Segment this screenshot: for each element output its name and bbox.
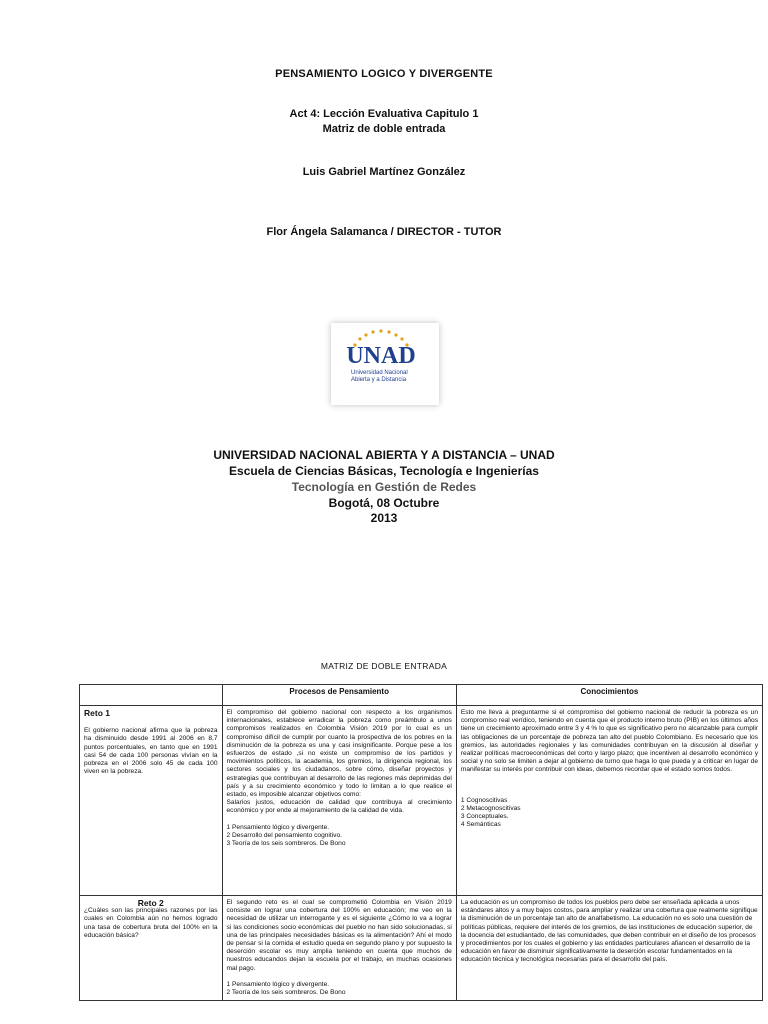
reto-question: El gobierno nacional afirma que la pobreza ha disminuido desde 1991 al 2006 en 8,7 puntos porcentuales, en tanto que en 1991 casi 54 de cada 100 personas vivían en la pobreza en el 2006 solo 45 de cada 100 viven en la pobreza. bbox=[84, 727, 218, 776]
place-date: Bogotá, 08 Octubre bbox=[328, 496, 440, 510]
conocimientos-cell bbox=[456, 706, 762, 896]
unad-logo-graphic bbox=[331, 323, 439, 405]
tutor-name: Flor Ángela Salamanca / DIRECTOR - TUTOR bbox=[266, 226, 502, 238]
header-conocimientos: Conocimientos bbox=[456, 685, 762, 706]
procesos-cell bbox=[222, 896, 456, 1001]
list-item: 1 Pensamiento lógico y divergente. bbox=[226, 823, 330, 831]
procesos-list bbox=[227, 981, 452, 997]
year: 2013 bbox=[370, 511, 398, 525]
procesos-text: El compromiso del gobierno nacional con respecto a los organismos internacionales, establece erradicar la pobreza como preámbulo a unos compromisos realizados en Colombia Visión 2019 por lo cual es un compromiso difícil de cumplir por cuanto la prospectiva de los pobres en la disminución de la pobreza es una y casi insignificante. Porque pese a los esfuerzos de estado ,si no existe un compromiso de los partidos y movimientos políticos, la academia, los gremios, la dirigencia regional, los sectores sociales y los ciudadanos, sobre cómo, diseñar proyectos y estrategias que contribuyan al desarrollo de las regiones más deprimidas del país y a su crecimiento económico y todo lo limitan a lo que realice el estado, es imposible alcanzar objetivos como: bbox=[226, 709, 452, 799]
matrix-title: MATRIZ DE DOBLE ENTRADA bbox=[320, 661, 448, 671]
procesos-text: El segundo reto es el cual se comprometió Colombia en Visión 2019 consiste en lograr una cobertura del 100% en educación; me veo en la necesidad de utilizar un interrogante y es el siguiente ¿Cómo lo va a lograr si las condiciones socio económicas del pueblo no han sido solucionadas, si una de las principales necesidades básicas es la alimentación? Ahí el modo de pensar si la comida el estudio queda en segundo plano y por supuesto la deserción escolar es muy amplia teniendo en cuenta que muchos de nuestros educandos dejan la escuela por el trabajo, en muchas ocasiones mal pago. bbox=[226, 899, 452, 972]
matrix-header-row bbox=[80, 685, 763, 706]
reto-cell bbox=[80, 896, 223, 1001]
list-item: 4 Semánticas bbox=[460, 821, 501, 829]
conocimientos-list bbox=[461, 797, 758, 830]
list-item: 1 Pensamiento lógico y divergente. bbox=[226, 980, 330, 988]
list-item: 1 Cognoscitivas bbox=[460, 796, 508, 804]
student-name: Luis Gabriel Martínez González bbox=[302, 166, 466, 178]
conocimientos-text: Esto me lleva a preguntarme si el compromiso del gobierno nacional de reducir la pobreza es un compromiso real verídico, teniendo en cuenta que el producto interno bruto (PIB) en los últimos años tiene un crecimiento aproximado entre 3 y 4 % lo que es significativo pero no alcanzable para cumplir las obligaciones de un porcentaje de pobreza tan alto del pueblo Colombiano. Es necesario que los gremios, las autoridades regionales y las comunidades contribuyan en la discusión al diseñar y realizar políticas macroeconómicas del corto y largo plazo; que incentiven al desarrollo económico y social y no solo se limiten a dejar al gobierno de turno que haga lo que pueda y a criticar en lugar de manifestar su interés por contribuir con ideas, debemos recordar que el estado somos todos. bbox=[460, 709, 758, 774]
procesos-text-extra: Salarios justos, educación de calidad que contribuya al crecimiento económico y por ende al mejoramiento de la calidad de vida. bbox=[226, 799, 452, 815]
procesos-cell bbox=[222, 706, 456, 896]
activity-subtitle: Matriz de doble entrada bbox=[322, 123, 446, 135]
list-item: 3 Conceptuales. bbox=[460, 813, 509, 821]
reto-title: Reto 2 bbox=[137, 898, 164, 908]
table-row bbox=[80, 706, 763, 896]
procesos-list bbox=[227, 824, 452, 849]
reto-title: Reto 1 bbox=[84, 708, 110, 718]
logo-wordmark: UNAD bbox=[346, 343, 416, 369]
institution-name: UNIVERSIDAD NACIONAL ABIERTA Y A DISTANCIA – UNAD bbox=[213, 448, 555, 462]
list-item: 2 Teoría de los seis sombreros. De Bono bbox=[226, 989, 346, 997]
conocimientos-cell bbox=[456, 896, 762, 1001]
unad-logo bbox=[331, 323, 439, 405]
activity-title: Act 4: Lección Evaluativa Capitulo 1 bbox=[289, 108, 479, 120]
header-procesos: Procesos de Pensamiento bbox=[222, 685, 456, 706]
double-entry-matrix bbox=[79, 684, 763, 1001]
reto-question: ¿Cuáles son las principales razones por las cuales en Colombia aún no hemos logrado una tasa de cobertura bruta del 100% en la educación básica? bbox=[84, 907, 218, 939]
table-row bbox=[80, 896, 763, 1001]
list-item: 2 Desarrollo del pensamiento cognitivo. bbox=[226, 831, 342, 839]
school-name: Escuela de Ciencias Básicas, Tecnología e Ingenierías bbox=[229, 464, 539, 478]
logo-line2: Abierta y a Distancia bbox=[351, 377, 407, 383]
course-title: PENSAMIENTO LOGICO Y DIVERGENTE bbox=[275, 68, 493, 80]
reto-cell bbox=[80, 706, 223, 896]
logo-line1: Universidad Nacional bbox=[351, 370, 408, 376]
list-item: 2 Metacognoscitivas bbox=[460, 804, 521, 812]
header-empty-cell bbox=[80, 685, 223, 706]
list-item: 3 Teoría de los seis sombreros. De Bono bbox=[226, 840, 346, 848]
conocimientos-text: La educación es un compromiso de todos los pueblos pero debe ser enseñada aplicada a unos estándares altos y a muy bajos costos, para ampliar y realizar una cobertura que realmente signifique la disminución de un porcentaje tan alto de analfabetismo. La educación no es solo una cuestión de políticas públicas, requiere del interés de los gremios, de las instituciones de educación superior, de la docencia del estudiantado, de las comunidades, que deben contribuir en el diseño de los procesos y procedimientos por los cuales el gobierno y las entidades particulares afiancen el desarrollo de la educación en favor de disminuir significativamente la deserción escolar fundamentados en la educación técnica y tecnológica necesarias para el desarrollo del país. bbox=[460, 899, 758, 964]
program-name: Tecnología en Gestión de Redes bbox=[291, 480, 477, 494]
